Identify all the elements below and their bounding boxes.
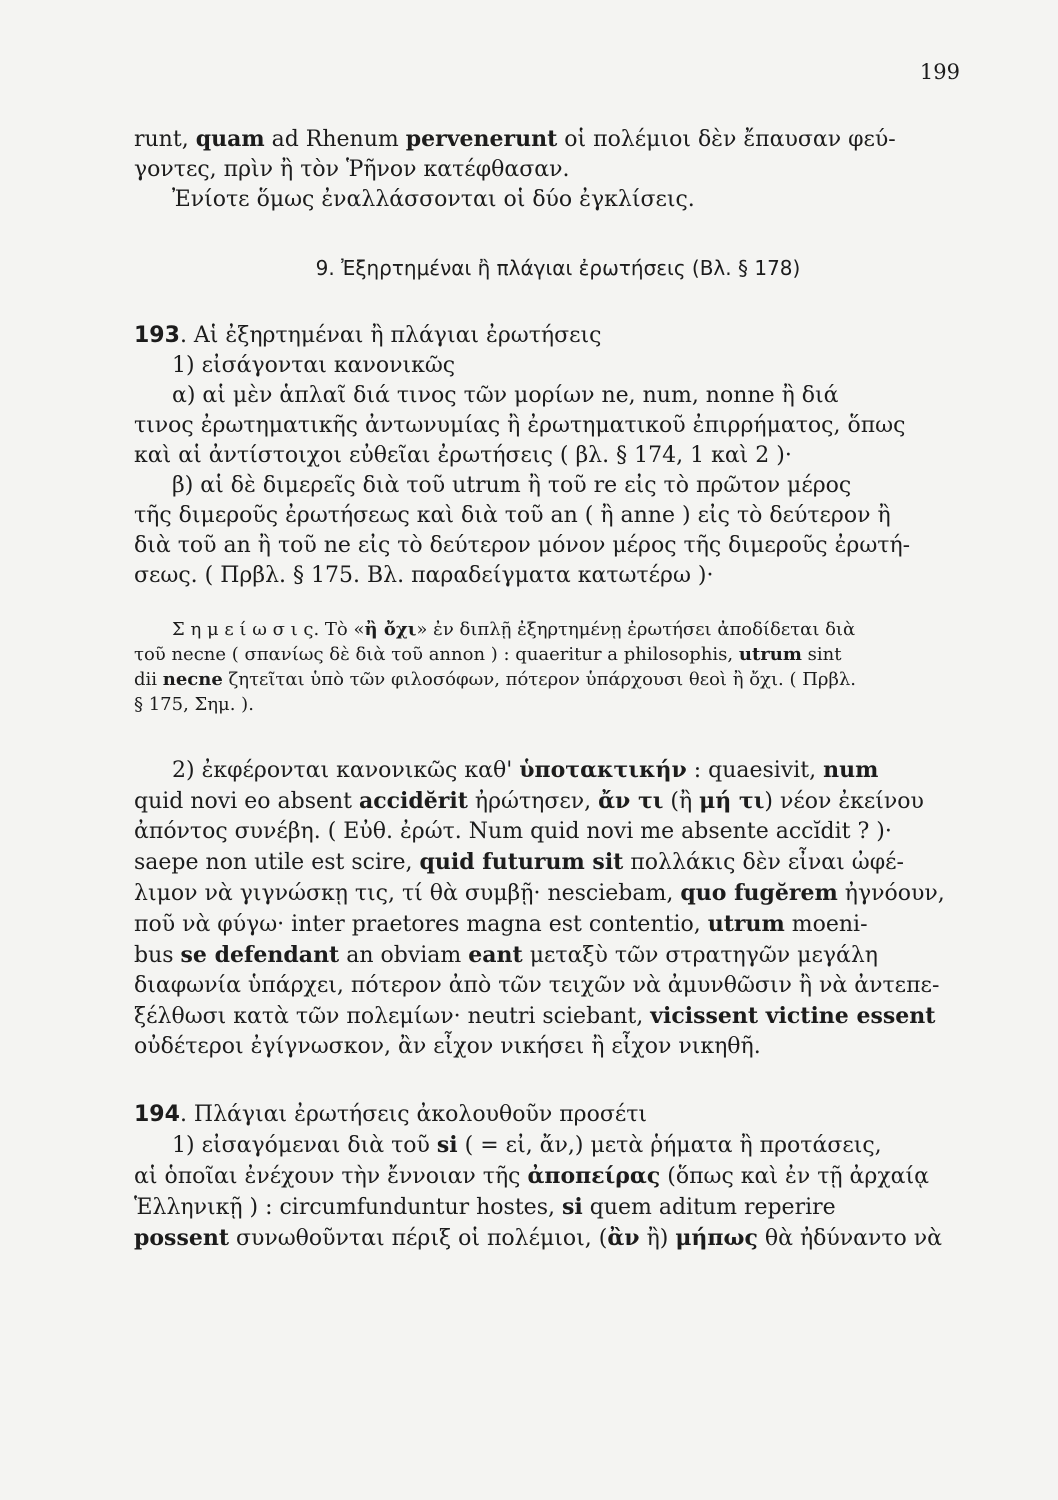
- bold-run: quam: [195, 126, 265, 152]
- text-run: Ἐνίοτε ὅμως ἐναλλάσσονται οἱ δύο ἐγκλίσεις.: [172, 187, 695, 212]
- text-run: ἠρώτησεν,: [467, 789, 599, 814]
- text-run: quem aditum reperire: [582, 1195, 836, 1220]
- text-line: [134, 501, 982, 531]
- text-run: moeni-: [784, 912, 868, 937]
- text-run: θὰ ἠδύναντο νὰ: [757, 1226, 943, 1251]
- text-run: οὐδέτεροι ἐγίγνωσκον, ἂν εἶχον νικήσει ἢ εἶχον νικηθῆ.: [134, 1034, 761, 1059]
- text-run: πολλάκις δὲν εἶναι ὠφέ-: [623, 850, 904, 875]
- text-run: ζητεῖται ὑπὸ τῶν φιλοσόφων, πότερον ὑπάρχουσι θεοὶ ἢ ὄχι. ( Πρβλ.: [222, 669, 857, 690]
- paragraph-heading-194: [134, 1100, 982, 1130]
- text-run: saepe non utile est scire,: [134, 850, 420, 875]
- text-run: ( = εἰ, ἄν,) μετὰ ῥήματα ἢ προτάσεις,: [457, 1133, 882, 1158]
- text-run: ποῦ νὰ φύγω· inter praetores magna est contentio,: [134, 912, 708, 937]
- bold-run: 194: [134, 1102, 180, 1127]
- page-body: [134, 124, 982, 1254]
- text-run: ξέλθωσι κατὰ τῶν πολεμίων· neutri sciebant,: [134, 1004, 651, 1029]
- bold-run: μήπως: [675, 1225, 758, 1251]
- text-run: τῆς διμεροῦς ἐρωτήσεως καὶ διὰ τοῦ an ( ἢ anne ) εἰς τὸ δεύτερον ἢ: [134, 503, 891, 528]
- text-run: Ἑλληνικῇ ) : circumfunduntur hostes,: [134, 1195, 562, 1220]
- text-run: § 175, Σημ. ).: [134, 694, 254, 715]
- text-run: καὶ αἱ ἀντίστοιχοι εὐθεῖαι ἐρωτήσεις ( βλ. § 174, 1 καὶ 2 )·: [134, 443, 792, 468]
- bold-run: necne: [162, 669, 223, 690]
- text-run: οἱ πολέμιοι δὲν ἔπαυσαν φεύ-: [557, 127, 896, 152]
- note-line: [134, 642, 982, 667]
- bold-run: ἄν τι: [598, 788, 664, 814]
- text-line: [134, 185, 982, 215]
- bold-run: ἂν: [607, 1225, 640, 1251]
- bold-run: num: [823, 757, 879, 783]
- text-run: 2) ἐκφέρονται κανονικῶς καθ': [172, 758, 520, 783]
- bold-run: utrum: [738, 644, 802, 665]
- bold-run: 193: [134, 323, 180, 348]
- text-run: (ἢ: [663, 789, 700, 814]
- page-number: 199: [919, 60, 960, 84]
- bold-run: ἢ ὄχι: [364, 619, 417, 640]
- paragraph-heading-193: [134, 321, 982, 351]
- bold-run: quo fugĕrem: [680, 880, 838, 906]
- text-run: α) αἱ μὲν ἁπλαῖ διά τινος τῶν μορίων ne, num, nonne ἢ διά: [172, 383, 839, 408]
- text-run: Σ η μ ε ί ω σ ι ς. Τὸ «: [172, 619, 365, 640]
- text-line: [134, 847, 982, 878]
- text-line: [134, 1130, 982, 1161]
- text-run: bus: [134, 943, 181, 968]
- text-run: . Πλάγιαι ἐρωτήσεις ἀκολουθοῦν προσέτι: [179, 1102, 648, 1127]
- text-run: an obviam: [339, 943, 469, 968]
- bold-run: utrum: [707, 911, 785, 937]
- text-run: ἢ): [639, 1226, 676, 1251]
- text-line: [134, 471, 982, 501]
- bold-run: si: [561, 1194, 583, 1220]
- note-line: [134, 692, 982, 717]
- text-run: διὰ τοῦ an ἢ τοῦ ne εἰς τὸ δεύτερον μόνον μέρος τῆς διμεροῦς ἐρωτή-: [134, 533, 911, 558]
- text-run: quid novi eo absent: [134, 789, 360, 814]
- note-line: [134, 617, 982, 642]
- text-run: 1) εἰσάγονται κανονικῶς: [172, 353, 456, 378]
- text-line: [134, 971, 982, 1001]
- bold-run: ὑποτακτικήν: [519, 757, 687, 783]
- text-run: αἱ ὁποῖαι ἐνέχουν τὴν ἔννοιαν τῆς: [134, 1164, 528, 1189]
- text-run: » ἐν διπλῇ ἐξηρτημένῃ ἐρωτήσει ἀποδίδεται διὰ: [416, 619, 856, 640]
- text-run: ad Rhenum: [264, 127, 406, 152]
- bold-run: si: [436, 1132, 458, 1158]
- section-heading: [134, 253, 982, 283]
- text-line: [134, 1192, 982, 1223]
- bold-run: possent: [134, 1225, 229, 1251]
- text-run: λιμον νὰ γιγνώσκῃ τις, τί θὰ συμβῇ· nesciebam,: [134, 881, 681, 906]
- bold-run: se defendant: [180, 942, 340, 968]
- text-run: ἠγνόουν,: [837, 881, 945, 906]
- bold-run: μή τι: [699, 788, 765, 814]
- text-run: μεταξὺ τῶν στρατηγῶν μεγάλη: [522, 943, 878, 968]
- text-run: dii: [134, 669, 163, 690]
- text-run: sint: [801, 644, 842, 665]
- text-run: τοῦ necne ( σπανίως δὲ διὰ τοῦ annon ) : quaeritur a philosophis,: [134, 644, 739, 665]
- text-line: [134, 817, 982, 847]
- text-line: [134, 124, 982, 155]
- text-line: [134, 940, 982, 971]
- text-line: [134, 1001, 982, 1032]
- text-run: διαφωνία ὑπάρχει, πότερον ἀπὸ τῶν τειχῶν νὰ ἀμυνθῶσιν ἢ νὰ ἀντεπε-: [134, 973, 940, 998]
- text-run: : quaesivit,: [686, 758, 824, 783]
- text-line: [134, 381, 982, 411]
- text-run: 9. Ἐξηρτημέναι ἢ πλάγιαι ἐρωτήσεις (Βλ. § 178): [315, 256, 801, 280]
- text-run: ἀπόντος συνέβη. ( Εὐθ. ἐρώτ. Num quid novi me absente accĭdit ? )·: [134, 819, 892, 844]
- text-run: (ὅπως καὶ ἐν τῇ ἀρχαίᾳ: [660, 1164, 930, 1189]
- text-run: γοντες, πρὶν ἢ τὸν Ῥῆνον κατέφθασαν.: [134, 157, 570, 182]
- text-line: [134, 1032, 982, 1062]
- text-line: [134, 155, 982, 185]
- text-line: [134, 909, 982, 940]
- text-run: τινος ἐρωτηματικῆς ἀντωνυμίας ἢ ἐρωτηματικοῦ ἐπιρρήματος, ὅπως: [134, 413, 906, 438]
- note-line: [134, 667, 982, 692]
- bold-run: pervenerunt: [405, 126, 558, 152]
- bold-run: eant: [468, 942, 523, 968]
- text-line: [134, 441, 982, 471]
- text-run: συνωθοῦνται πέριξ οἱ πολέμιοι, (: [228, 1226, 608, 1251]
- text-run: ) νέον ἐκείνου: [764, 789, 924, 814]
- text-run: . Αἱ ἐξηρτημέναι ἢ πλάγιαι ἐρωτήσεις: [179, 323, 602, 348]
- text-run: runt,: [134, 127, 196, 152]
- text-line: [134, 351, 982, 381]
- text-line: [134, 786, 982, 817]
- bold-run: vicissent victine essent: [650, 1003, 936, 1029]
- text-line: [134, 755, 982, 786]
- text-line: [134, 561, 982, 591]
- text-line: [134, 531, 982, 561]
- text-line: [134, 878, 982, 909]
- bold-run: accidĕrit: [359, 788, 468, 814]
- text-run: 1) εἰσαγόμεναι διὰ τοῦ: [172, 1133, 437, 1158]
- text-line: [134, 1223, 982, 1254]
- bold-run: ἀποπείρας: [527, 1163, 661, 1189]
- text-run: β) αἱ δὲ διμερεῖς διὰ τοῦ utrum ἢ τοῦ re εἰς τὸ πρῶτον μέρος: [172, 473, 852, 498]
- text-run: σεως. ( Πρβλ. § 175. Βλ. παραδείγματα κατωτέρω )·: [134, 563, 714, 588]
- text-line: [134, 1161, 982, 1192]
- text-line: [134, 411, 982, 441]
- bold-run: quid futurum sit: [419, 849, 624, 875]
